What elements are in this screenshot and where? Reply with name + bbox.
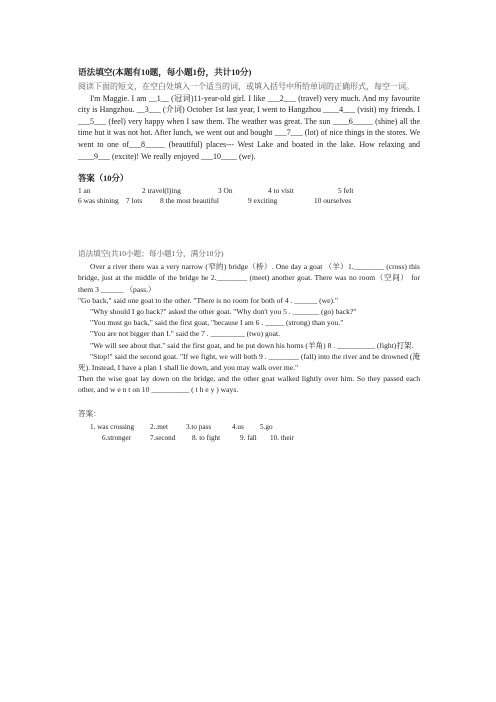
section2-answers: [78, 422, 420, 444]
answer-item: 6 was shining: [78, 196, 119, 206]
answer-item: 10 ourselves: [314, 196, 352, 206]
answer-row: [78, 196, 420, 206]
document-page: [78, 66, 420, 444]
answer-item: 7.second: [150, 433, 176, 442]
section1-answers: [78, 186, 420, 206]
answer-item: 5.go: [260, 422, 273, 431]
answer-item: 1. was crossing: [90, 422, 135, 431]
answer-item: 2..met: [150, 422, 168, 431]
section2-paragraph: Then the wise goat lay down on the bridge, and the other goat walked lightly over him. So they passed each other, and w e n t on 10 __________ ( t h e y ) ways.: [78, 374, 420, 395]
section2: [78, 248, 420, 443]
answer-row: [90, 422, 420, 433]
answer-row: [90, 433, 420, 444]
section2-answer-heading: 答案：: [78, 408, 101, 418]
section2-paragraph: "We will see about that." said the first goat, and he put down his horns (羊角) 8 . __________ (fight)打架.: [90, 340, 414, 350]
answer-item: 3.to pass: [186, 422, 212, 431]
section1-heading: 语法填空(本题有10题，每小题1份，共计10分): [78, 67, 252, 77]
answer-item: 4 to visit: [268, 186, 294, 196]
answer-item: 4.us: [232, 422, 244, 431]
answer-item: 6.stronger: [102, 433, 131, 442]
answer-item: 10. their: [270, 433, 294, 442]
answer-item: 3 On: [218, 186, 233, 196]
answer-item: 9 exciting: [248, 196, 278, 206]
section2-paragraph: "You must go back," said the first goat, "because I am 6 . _____ (strong) than you.": [90, 318, 344, 328]
answer-item: 2 travel(l)ing: [142, 186, 181, 196]
answer-item: 8. to fight: [192, 433, 221, 442]
section2-paragraph: "Stop!" said the second goat. "If we fight, we will both 9 . ________ (fall) into the river and be drowned (淹死). Instead, I have a plan 1 shall lie down, and you may walk over me.": [78, 351, 420, 372]
answer-item: 8 the most beautiful: [160, 196, 219, 206]
section2-paragraph: "Go back," said one goat to the other. "There is no room for both of 4 . ______ (we).": [78, 295, 338, 305]
section2-paragraph: "Why should I go back?" asked the other goat. "Why don't you 5 . _______ (go) back?": [90, 306, 357, 316]
section2-paragraph: Over a river there was a very narrow (窄的) bridge（桥）. One day a goat （羊）1.________ (cross) this bridge, just at the middle of the bridge he 2.________ (meet) another goat. There was no room（空间） for them 3 ______ （pass.）: [78, 262, 420, 294]
section1-instruction: 阅读下面的短文，在空白处填入一个适当的词，或填入括号中所给单词的正确形式，每空一词。: [78, 82, 414, 91]
answer-item: 9. fall: [240, 433, 257, 442]
answer-item: 7 lots: [126, 196, 143, 206]
answer-row: [78, 186, 420, 196]
answer-item: 5 felt: [338, 186, 354, 196]
section1-passage: I'm Maggie. I am __1__ (冠词)11-year-old girl. I like ___2___ (travel) very much. And my favourite city is Hangzhou. __3___ (介词) October 1st last year, I went to Hangzhou ____4___ (visit) my friends. I ___5___ (feel) very happy when I saw them. The weather was great. The sun ____6_____ (shine) all the time but it was not hot. After lunch, we went out and bought ___7___ (lot) of nice things in the stores. We went to one of___8_____ (beautiful) places--- West Lake and boated in the lake. How relaxing and ____9___ (excite)! We really enjoyed ___10____ (we).: [78, 93, 420, 161]
section2-title: 语法填空(共10小题；每小题1分，满分10分): [78, 249, 224, 259]
section1-answer-heading: 答案（10分）: [78, 174, 129, 184]
answer-item: 1 an: [78, 186, 91, 196]
section2-paragraph: "You are not bigger than I." said the 7 . _________ (two) goat.: [90, 329, 280, 339]
